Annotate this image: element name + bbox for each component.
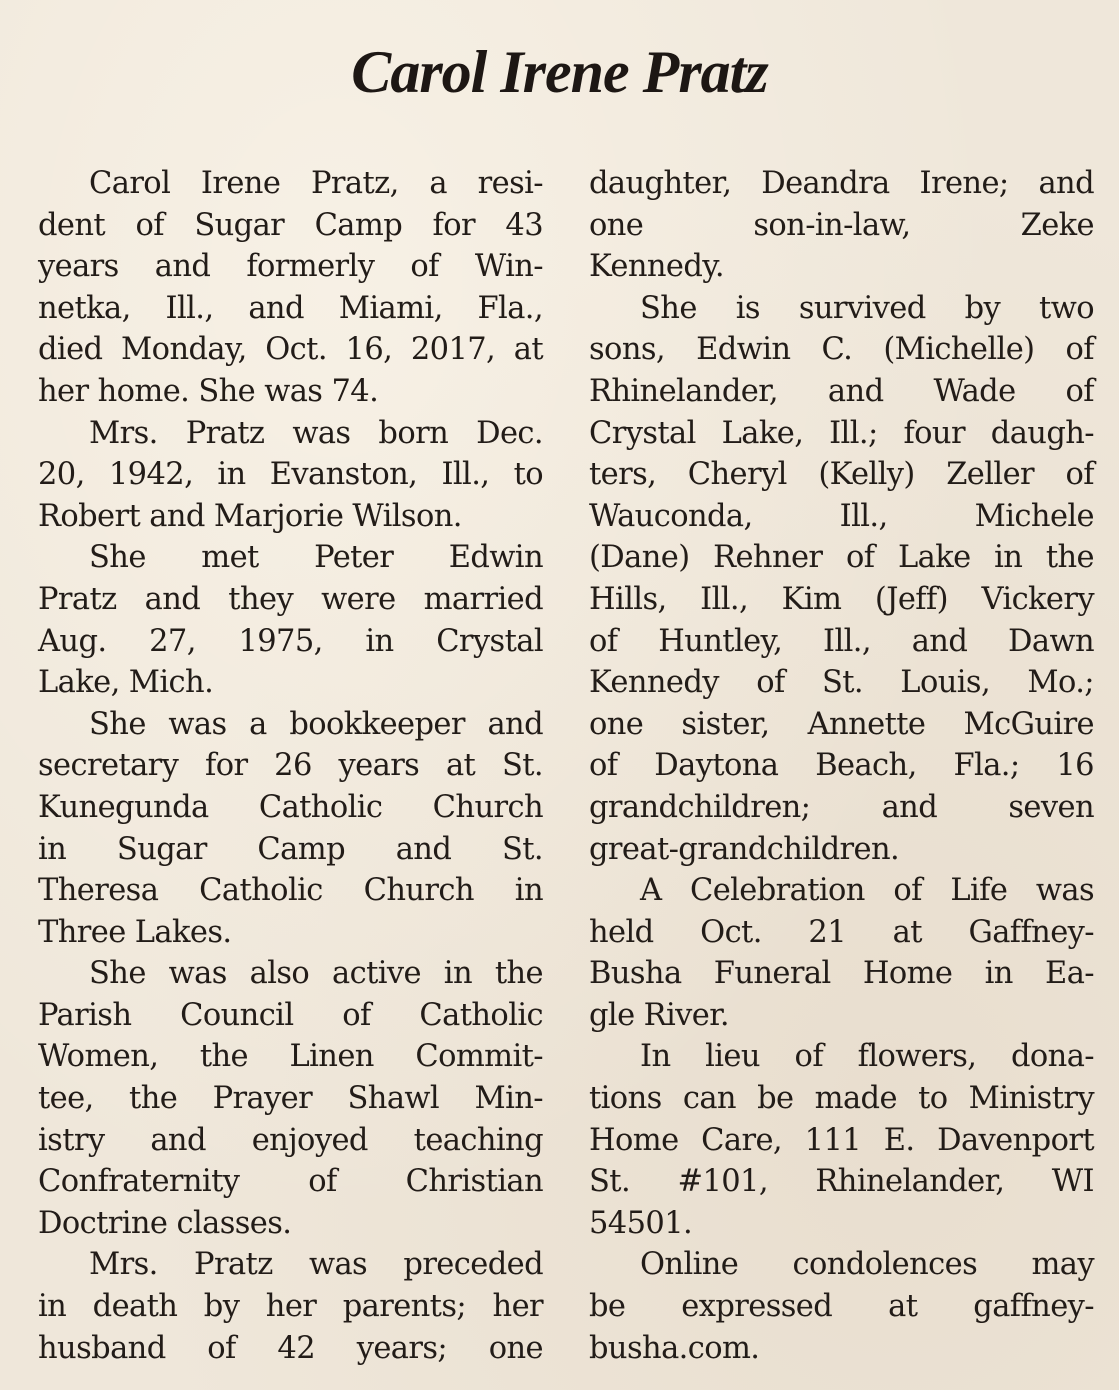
text-line: istry and enjoyed teaching [38, 1122, 543, 1158]
text-line: held Oct. 21 at Gaffney- [589, 914, 1094, 950]
text-line: In lieu of flowers, dona- [640, 1039, 1094, 1075]
text-line: Kennedy. [589, 249, 724, 285]
text-line: her home. She was 74. [38, 373, 379, 409]
text-line: Crystal Lake, Ill.; four daugh- [589, 415, 1094, 451]
text-line: be expressed at gaffney- [589, 1289, 1094, 1325]
text-line: Kunegunda Catholic Church [38, 789, 543, 825]
text-line: Carol Irene Pratz, a resi- [89, 166, 543, 201]
right-column [589, 163, 1094, 1369]
text-line: Mrs. Pratz was born Dec. [89, 415, 543, 451]
text-line: tee, the Prayer Shawl Min- [38, 1081, 543, 1117]
text-line: Wauconda, Ill., Michele [589, 498, 1094, 534]
text-line: A Celebration of Life was [640, 873, 1094, 909]
text-line: ters, Cheryl (Kelly) Zeller of [589, 457, 1094, 493]
text-line: of Huntley, Ill., and Dawn [589, 623, 1094, 659]
text-line: tions can be made to Ministry [589, 1081, 1094, 1117]
text-line: grandchildren; and seven [589, 789, 1094, 825]
text-line: netka, Ill., and Miami, Fla., [38, 290, 543, 326]
text-line: Women, the Linen Commit- [38, 1039, 543, 1075]
text-line: Aug. 27, 1975, in Crystal [38, 623, 543, 659]
text-line: died Monday, Oct. 16, 2017, at [38, 332, 543, 368]
text-line: 20, 1942, in Evanston, Ill., to [38, 457, 543, 493]
text-line: Rhinelander, and Wade of [589, 373, 1094, 409]
text-line: in Sugar Camp and St. [38, 831, 543, 867]
text-line: of Daytona Beach, Fla.; 16 [589, 748, 1094, 784]
text-line: She met Peter Edwin [89, 540, 543, 576]
text-line: She was a bookkeeper and [89, 706, 543, 742]
text-line: Busha Funeral Home in Ea- [589, 956, 1094, 992]
text-line: years and formerly of Win- [38, 249, 543, 285]
text-line: dent of Sugar Camp for 43 [38, 207, 543, 243]
text-line: Confraternity of Christian [38, 1164, 543, 1200]
text-line: She is survived by two [640, 290, 1094, 326]
left-column [38, 163, 543, 1369]
text-line: one son-in-law, Zeke [589, 207, 1094, 243]
text-line: Hills, Ill., Kim (Jeff) Vickery [589, 581, 1094, 617]
text-line: 54501. [589, 1205, 693, 1241]
text-line: husband of 42 years; one [38, 1330, 543, 1366]
text-line: Lake, Mich. [38, 665, 214, 701]
text-line: daughter, Deandra Irene; and [589, 166, 1094, 201]
text-line: Kennedy of St. Louis, Mo.; [589, 665, 1094, 701]
text-line: busha.com. [589, 1330, 760, 1366]
text-line: in death by her parents; her [38, 1289, 543, 1325]
text-line: (Dane) Rehner of Lake in the [589, 540, 1094, 576]
text-line: Robert and Marjorie Wilson. [38, 498, 462, 534]
text-line: gle River. [589, 997, 729, 1033]
text-line: She was also active in the [89, 956, 543, 992]
obituary-title: Carol Irene Pratz [351, 39, 768, 105]
text-line: Home Care, 111 E. Davenport [589, 1122, 1094, 1158]
text-line: sons, Edwin C. (Michelle) of [589, 332, 1094, 368]
text-line: St. #101, Rhinelander, WI [589, 1164, 1094, 1200]
text-line: Three Lakes. [38, 914, 232, 950]
text-line: Mrs. Pratz was preceded [89, 1247, 543, 1283]
text-line: Pratz and they were married [38, 581, 543, 617]
text-line: Theresa Catholic Church in [38, 873, 543, 909]
text-line: Parish Council of Catholic [38, 997, 543, 1033]
text-line: Doctrine classes. [38, 1205, 292, 1241]
text-line: one sister, Annette McGuire [589, 706, 1094, 742]
text-line: great-grandchildren. [589, 831, 900, 867]
text-line: Online condolences may [640, 1247, 1094, 1283]
text-line: secretary for 26 years at St. [38, 748, 543, 784]
